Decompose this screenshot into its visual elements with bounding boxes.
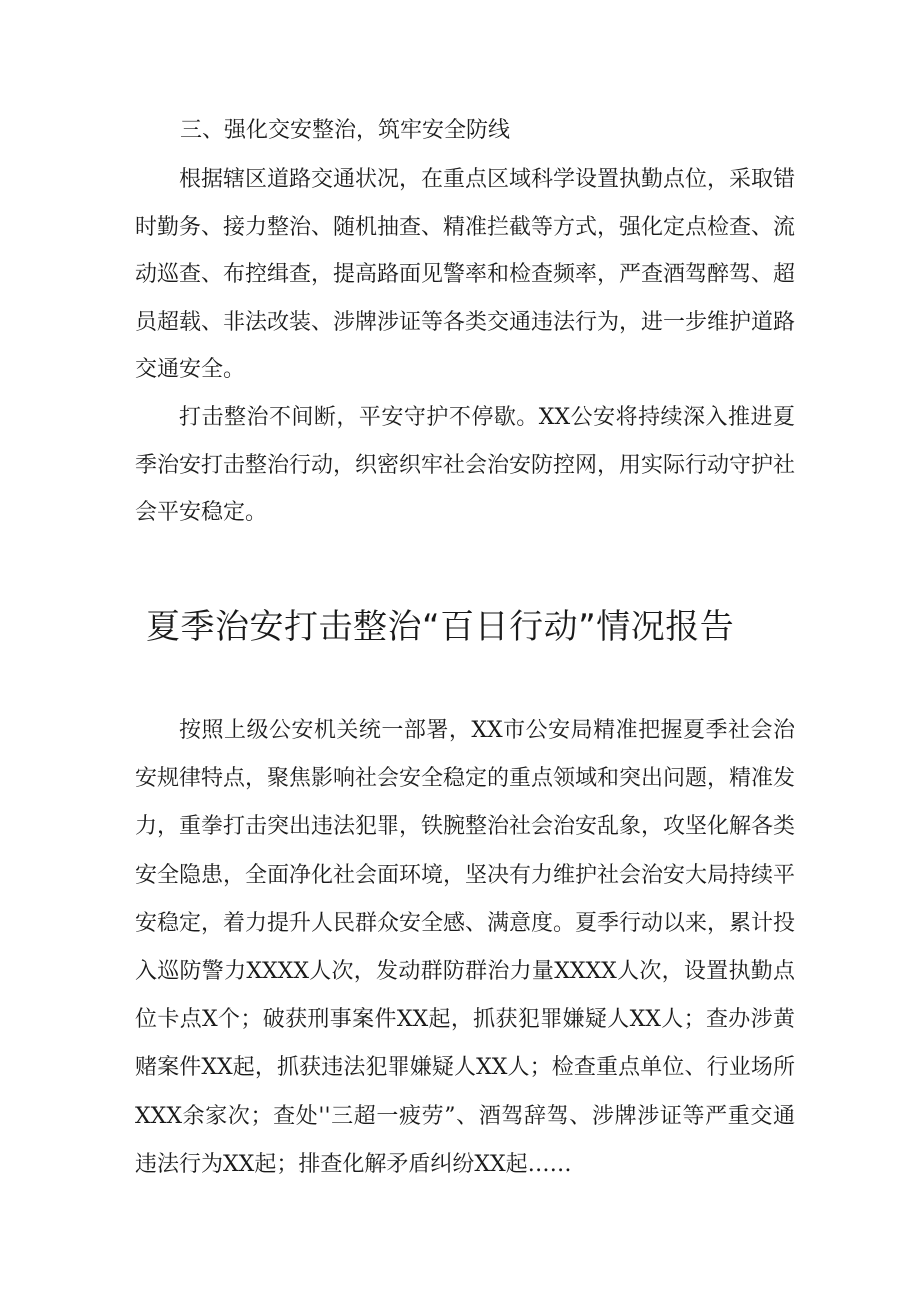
- body-paragraph: 打击整治不间断，平安守护不停歇。XX公安将持续深入推进夏季治安打击整治行动，织密织牢社会治安防控网，用实际行动守护社会平安稳定。: [135, 405, 796, 525]
- body-paragraph: 根据辖区道路交通状况，在重点区域科学设置执勤点位，采取错时勤务、接力整治、随机抽查、精准拦截等方式，强化定点检查、流动巡查、布控缉查，提高路面见警率和检查频率，严查酒驾醉驾、超员超载、非法改装、涉牌涉证等各类交通违法行为，进一步维护道路交通安全。: [135, 167, 796, 382]
- report-title: 夏季治安打击整治“百日行动”情况报告: [146, 607, 735, 647]
- body-paragraph: 按照上级公安机关统一部署，XX市公安局精准把握夏季社会治安规律特点，聚焦影响社会安全稳定的重点领域和突出问题，精准发力，重拳打击突出违法犯罪，铁腕整治社会治安乱象，攻坚化解各类安全隐患，全面净化社会面环境，坚决有力维护社会治安大局持续平安稳定，着力提升人民群众安全感、满意度。夏季行动以来，累计投入巡防警力XXXX人次，发动群防群治力量XXXX人次，设置执勤点位卡点X个；破获刑事案件XX起，抓获犯罪嫌疑人XX人；查办涉黄赌案件XX起，抓获违法犯罪嫌疑人XX人；检查重点单位、行业场所XXX余家次；查处''三超一疲劳”、酒驾辞驾、涉牌涉证等严重交通违法行为XX起；排查化解矛盾纠纷XX起……: [135, 718, 796, 1177]
- section-heading: 三、强化交安整治，筑牢安全防线: [180, 118, 511, 143]
